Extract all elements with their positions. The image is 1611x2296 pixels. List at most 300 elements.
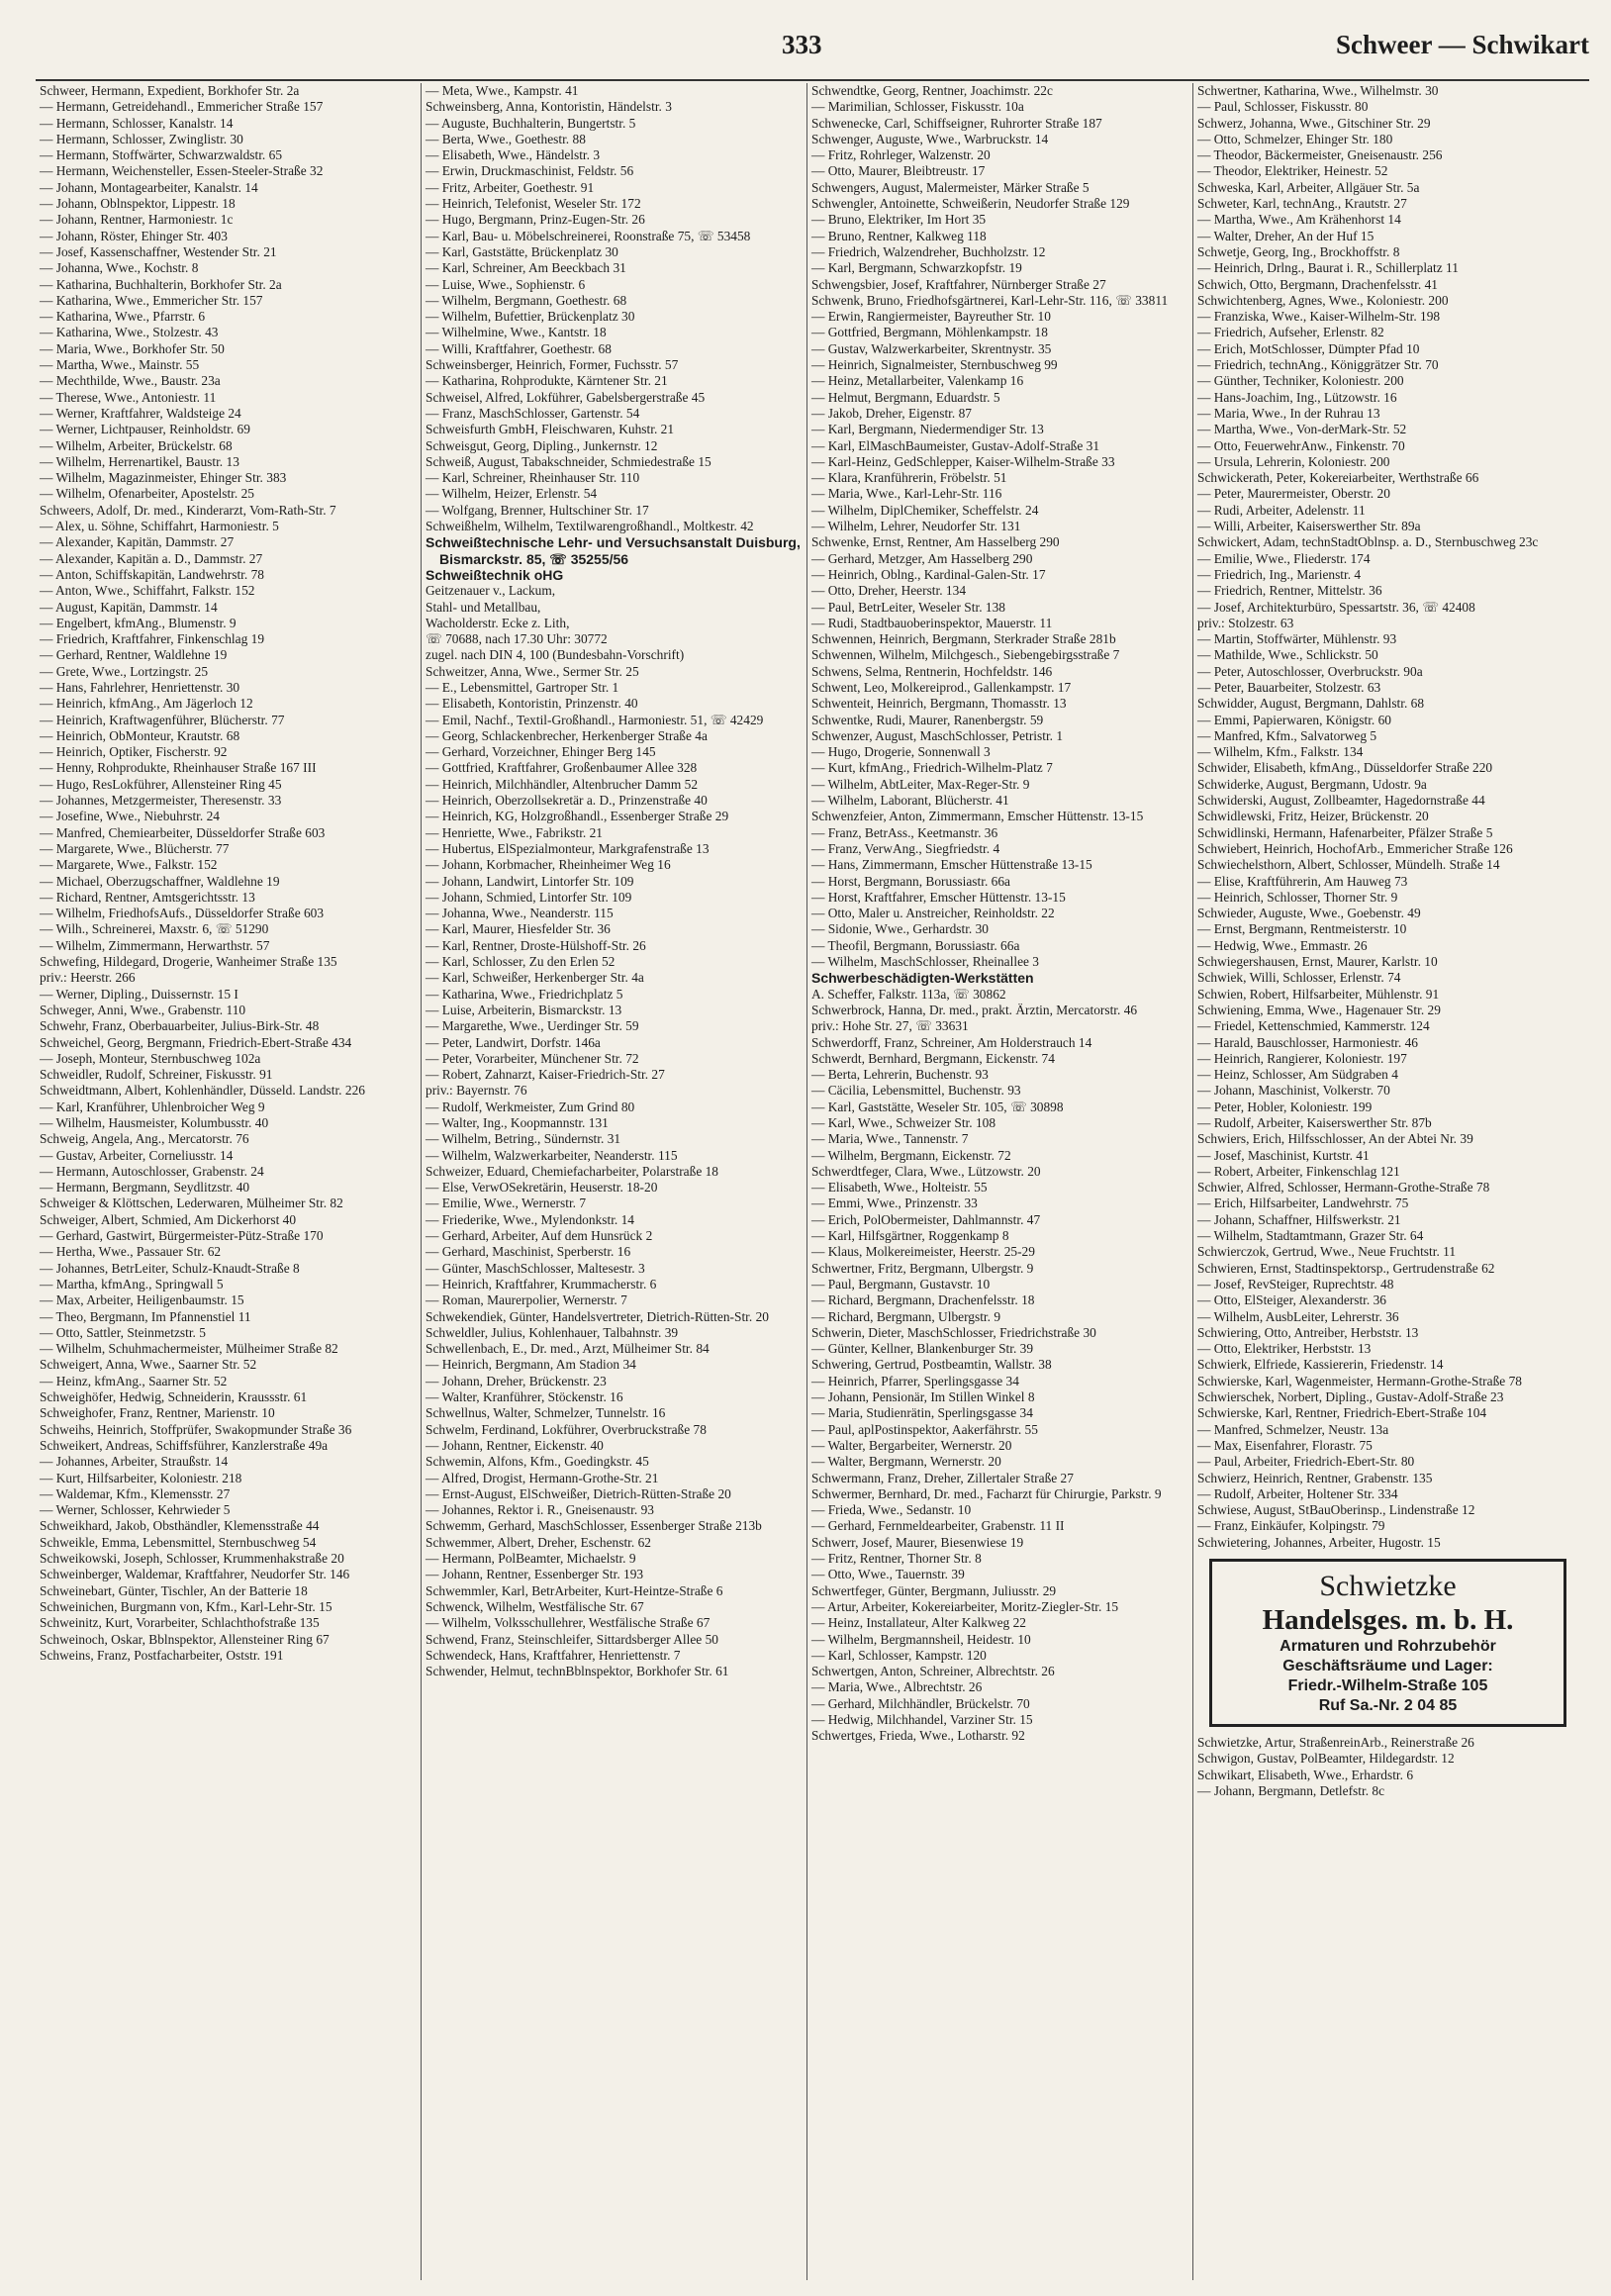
- directory-entry: — Gustav, Walzwerkarbeiter, Skrentnystr. 35: [811, 340, 1052, 356]
- directory-entry: Schwieder, Auguste, Wwe., Goebenstr. 49: [1197, 906, 1421, 921]
- directory-entry: — Wilhelm, Herrenartikel, Baustr. 13: [40, 453, 239, 469]
- directory-entry: — Karl, Bergmann, Schwarzkopfstr. 19: [811, 260, 1022, 276]
- directory-entry: — Gottfried, Bergmann, Möhlenkampstr. 18: [811, 325, 1048, 340]
- directory-entry: Schwerbrock, Hanna, Dr. med., prakt. Ärztin, Mercatorstr. 46: [811, 1002, 1138, 1017]
- directory-entry: Schweins, Franz, Postfacharbeiter, Oststr. 191: [40, 1647, 284, 1663]
- directory-entry: Schwendeck, Hans, Kraftfahrer, Henriettenstr. 7: [426, 1647, 681, 1663]
- directory-entry: — Alexander, Kapitän a. D., Dammstr. 27: [40, 550, 263, 566]
- directory-entry: — Walter, Ing., Koopmannstr. 131: [426, 1115, 609, 1130]
- directory-entry: — Heinz, Schlosser, Am Südgraben 4: [1197, 1067, 1398, 1083]
- directory-entry: — Karl, ElMaschBaumeister, Gustav-Adolf-Straße 31: [811, 437, 1100, 453]
- directory-entry: Schweichel, Georg, Bergmann, Friedrich-Ebert-Straße 434: [40, 1034, 352, 1050]
- directory-entry: Schwiechelsthorn, Albert, Schlosser, Mündelh. Straße 14: [1197, 857, 1500, 873]
- directory-entry: — Fritz, Arbeiter, Goethestr. 91: [426, 179, 595, 195]
- directory-entry: — Peter, Vorarbeiter, Münchener Str. 72: [426, 1050, 639, 1066]
- directory-entry: — Paul, BetrLeiter, Weseler Str. 138: [811, 599, 1005, 615]
- directory-entry: — Heinz, kfmAng., Saarner Str. 52: [40, 1373, 228, 1388]
- directory-entry: — Hermann, Autoschlosser, Grabenstr. 24: [40, 1163, 264, 1179]
- directory-entry: — Peter, Autoschlosser, Overbruckstr. 90a: [1197, 663, 1423, 679]
- directory-entry: — Heinrich, Oblng., Kardinal-Galen-Str. 17: [811, 566, 1046, 582]
- directory-entry: — Wilhelm, Schuhmachermeister, Mülheimer Straße 82: [40, 1341, 338, 1357]
- directory-entry: Schweinoch, Oskar, Bblnspektor, Allensteiner Ring 67: [40, 1631, 330, 1647]
- directory-entry: — Wilhelm, Heizer, Erlenstr. 54: [426, 486, 598, 502]
- directory-entry: — Anton, Wwe., Schiffahrt, Falkstr. 152: [40, 583, 255, 599]
- directory-entry: Schweisfurth GmbH, Fleischwaren, Kuhstr. 21: [426, 422, 675, 437]
- directory-entry: — Erwin, Druckmaschinist, Feldstr. 56: [426, 163, 634, 179]
- directory-entry: — Karl, Bergmann, Niedermendiger Str. 13: [811, 422, 1044, 437]
- directory-entry: — Peter, Hobler, Koloniestr. 199: [1197, 1099, 1373, 1114]
- directory-entry: Schwichtenberg, Agnes, Wwe., Koloniestr. 200: [1197, 292, 1449, 308]
- directory-entry: — Johanna, Wwe., Kochstr. 8: [40, 260, 199, 276]
- directory-entry: — Wilhelm, Bergmann, Eickenstr. 72: [811, 1147, 1011, 1163]
- directory-entry: — Werner, Kraftfahrer, Waldsteige 24: [40, 405, 241, 421]
- directory-entry: — Johann, Landwirt, Lintorfer Str. 109: [426, 873, 634, 889]
- directory-entry: — Friedrich, Kraftfahrer, Finkenschlag 19: [40, 631, 265, 647]
- directory-entry: — Maria, Studienrätin, Sperlingsgasse 34: [811, 1405, 1033, 1421]
- directory-entry: — Paul, Arbeiter, Friedrich-Ebert-Str. 80: [1197, 1454, 1415, 1470]
- directory-entry: Wacholderstr. Ecke z. Lith,: [426, 615, 570, 630]
- directory-entry: — Karl, Hilfsgärtner, Roggenkamp 8: [811, 1228, 1009, 1244]
- directory-entry: Schweinitz, Kurt, Vorarbeiter, Schlachthofstraße 135: [40, 1615, 320, 1631]
- directory-entry: — Theodor, Elektriker, Heinestr. 52: [1197, 163, 1388, 179]
- directory-entry: — Alex, u. Söhne, Schiffahrt, Harmoniestr. 5: [40, 519, 279, 534]
- directory-entry: Schwend, Franz, Steinschleifer, Sittardsberger Allee 50: [426, 1631, 718, 1647]
- directory-entry: — Michael, Oberzugschaffner, Waldlehne 19: [40, 873, 280, 889]
- page-number: 333: [782, 30, 822, 59]
- directory-entry: — Otto, Elektriker, Herbststr. 13: [1197, 1341, 1372, 1357]
- directory-entry: Schweldler, Julius, Kohlenhauer, Talbahnstr. 39: [426, 1324, 679, 1340]
- directory-entry: Schwermann, Franz, Dreher, Zillertaler Straße 27: [811, 1470, 1074, 1485]
- directory-entry: — Martha, Wwe., Am Krähenhorst 14: [1197, 212, 1401, 228]
- business-listing: Schwerbeschädigten-Werkstätten: [811, 970, 1034, 987]
- directory-entry: — Johanna, Wwe., Neanderstr. 115: [426, 906, 614, 921]
- directory-entry: — Josef, Maschinist, Kurtstr. 41: [1197, 1147, 1370, 1163]
- directory-entry: Schwieren, Ernst, Stadtinspektorsp., Gertrudenstraße 62: [1197, 1260, 1495, 1276]
- directory-entry: Schwelm, Ferdinand, Lokführer, Overbruckstraße 78: [426, 1421, 707, 1437]
- directory-entry: A. Scheffer, Falkstr. 113a, ☏ 30862: [811, 986, 1006, 1002]
- directory-entry: Schwierske, Karl, Rentner, Friedrich-Ebert-Straße 104: [1197, 1405, 1487, 1421]
- directory-entry: Schwickerath, Peter, Kokereiarbeiter, Werthstraße 66: [1197, 470, 1479, 486]
- directory-entry: — Franz, BetrAss., Keetmanstr. 36: [811, 824, 998, 840]
- directory-entry: — Joseph, Monteur, Sternbuschweg 102a: [40, 1050, 261, 1066]
- directory-entry: — Walter, Bergmann, Wernerstr. 20: [811, 1454, 1001, 1470]
- directory-entry: Schwertgen, Anton, Schreiner, Albrechtstr. 26: [811, 1664, 1055, 1679]
- directory-entry: — Henriette, Wwe., Fabrikstr. 21: [426, 824, 604, 840]
- directory-entry: — Karl, Gaststätte, Weseler Str. 105, ☏ 30898: [811, 1099, 1064, 1114]
- directory-entry: priv.: Heerstr. 266: [40, 970, 136, 986]
- directory-entry: — Wilhelm, FriedhofsAufs., Düsseldorfer Straße 603: [40, 906, 325, 921]
- directory-entry: Schwendtke, Georg, Rentner, Joachimstr. 22c: [811, 83, 1053, 98]
- directory-entry: — Horst, Kraftfahrer, Emscher Hüttenstr. 13-15: [811, 889, 1066, 905]
- directory-entry: — Klara, Kranführerin, Fröbelstr. 51: [811, 470, 1007, 486]
- column-1: [36, 83, 422, 2280]
- directory-entry: — Elise, Kraftführerin, Am Hauweg 73: [1197, 873, 1408, 889]
- directory-entry: — Wolfgang, Brenner, Hultschiner Str. 17: [426, 502, 649, 518]
- directory-entry: Schwenke, Ernst, Rentner, Am Hasselberg 290: [811, 534, 1060, 550]
- directory-entry: — Maria, Wwe., In der Ruhrau 13: [1197, 405, 1380, 421]
- directory-entry: priv.: Stolzestr. 63: [1197, 615, 1294, 630]
- directory-entry: — Hans, Zimmermann, Emscher Hüttenstraße 13-15: [811, 857, 1092, 873]
- directory-entry: Schwiek, Willi, Schlosser, Erlenstr. 74: [1197, 970, 1401, 986]
- directory-entry: — Therese, Wwe., Antoniestr. 11: [40, 389, 217, 405]
- directory-entry: — Heinrich, Kraftwagenführer, Blücherstr. 77: [40, 712, 285, 727]
- directory-entry: Schwider, Elisabeth, kfmAng., Düsseldorfer Straße 220: [1197, 760, 1493, 776]
- directory-entry: — Katharina, Wwe., Friedrichplatz 5: [426, 986, 623, 1002]
- directory-entry: — Gerhard, Milchhändler, Brückelstr. 70: [811, 1695, 1030, 1711]
- header-rule: [36, 79, 1589, 81]
- directory-entry: — Heinrich, ObMonteur, Krautstr. 68: [40, 727, 240, 743]
- directory-entry: — Martin, Stoffwärter, Mühlenstr. 93: [1197, 631, 1397, 647]
- directory-entry: — Johann, Dreher, Brückenstr. 23: [426, 1373, 607, 1388]
- directory-entry: — Hedwig, Wwe., Emmastr. 26: [1197, 937, 1368, 953]
- directory-entry: — Franz, VerwAng., Siegfriedstr. 4: [811, 840, 1000, 856]
- directory-entry: — Johannes, Arbeiter, Straußstr. 14: [40, 1454, 229, 1470]
- directory-entry: Schwerdt, Bernhard, Bergmann, Eickenstr. 74: [811, 1050, 1055, 1066]
- directory-entry: — Wilhelm, Stadtamtmann, Grazer Str. 64: [1197, 1228, 1424, 1244]
- directory-entry: — Heinrich, Oberzollsekretär a. D., Prinzenstraße 40: [426, 793, 708, 809]
- directory-entry: Schwenzer, August, MaschSchlosser, Petristr. 1: [811, 727, 1064, 743]
- directory-entry: Schweigert, Anna, Wwe., Saarner Str. 52: [40, 1357, 257, 1373]
- directory-entry: Schwerdtfeger, Clara, Wwe., Lützowstr. 20: [811, 1163, 1041, 1179]
- directory-entry: — Erwin, Rangiermeister, Bayreuther Str. 10: [811, 309, 1051, 325]
- directory-entry: — Ursula, Lehrerin, Koloniestr. 200: [1197, 453, 1390, 469]
- directory-entry: Schwerr, Josef, Maurer, Biesenwiese 19: [811, 1534, 1024, 1550]
- business-listing: Schweißtechnik oHG: [426, 566, 564, 583]
- directory-entry: — Emil, Nachf., Textil-Großhandl., Harmoniestr. 51, ☏ 42429: [426, 712, 764, 727]
- directory-entry: — Waldemar, Kfm., Klemensstr. 27: [40, 1485, 231, 1501]
- directory-entry: Schweikowski, Joseph, Schlosser, Krummenhakstraße 20: [40, 1551, 344, 1567]
- directory-entry: Schwering, Gertrud, Postbeamtin, Wallstr. 38: [811, 1357, 1052, 1373]
- directory-entry: Schweinberger, Waldemar, Kraftfahrer, Neudorfer Str. 146: [40, 1567, 350, 1582]
- directory-entry: — Johann, Oblnspektor, Lippestr. 18: [40, 196, 236, 212]
- directory-entry: — Helmut, Bergmann, Eduardstr. 5: [811, 389, 1000, 405]
- directory-entry: Schwiebert, Heinrich, HochofArb., Emmericher Straße 126: [1197, 840, 1513, 856]
- directory-entry: — Wilhelm, Volksschullehrer, Westfälische Straße 67: [426, 1615, 711, 1631]
- directory-entry: Schwidlinski, Hermann, Hafenarbeiter, Pfälzer Straße 5: [1197, 824, 1493, 840]
- directory-entry: — Hugo, Drogerie, Sonnenwall 3: [811, 744, 991, 760]
- directory-entry: Schwent, Leo, Molkereiprod., Gallenkampstr. 17: [811, 679, 1072, 695]
- directory-entry: — Martha, Wwe., Mainstr. 55: [40, 357, 200, 373]
- directory-entry: — Peter, Maurermeister, Oberstr. 20: [1197, 486, 1390, 502]
- directory-entry: — Hedwig, Milchhandel, Varziner Str. 15: [811, 1711, 1033, 1727]
- ad-subtitle: Handelsges. m. b. H.: [1262, 1604, 1514, 1637]
- directory-entry: — Auguste, Buchhalterin, Bungertstr. 5: [426, 115, 636, 131]
- directory-entry: — Luise, Wwe., Sophienstr. 6: [426, 276, 586, 292]
- directory-entry: Schwefing, Hildegard, Drogerie, Wanheimer Straße 135: [40, 954, 337, 970]
- directory-entry: — Karl, Kranführer, Uhlenbroicher Weg 9: [40, 1099, 265, 1114]
- directory-entry: — Otto, Schmelzer, Ehinger Str. 180: [1197, 131, 1393, 146]
- directory-entry: — Hans-Joachim, Ing., Lützowstr. 16: [1197, 389, 1397, 405]
- ad-line: Geschäftsräume und Lager:: [1282, 1658, 1493, 1675]
- directory-entry: — Karl, Bau- u. Möbelschreinerei, Roonstraße 75, ☏ 53458: [426, 228, 751, 243]
- directory-entry: priv.: Hohe Str. 27, ☏ 33631: [811, 1018, 969, 1034]
- directory-entry: Schwens, Selma, Rentnerin, Hochfeldstr. 146: [811, 663, 1053, 679]
- directory-entry: — Wilhelm, Zimmermann, Herwarthstr. 57: [40, 937, 270, 953]
- directory-entry: — Erich, PolObermeister, Dahlmannstr. 47: [811, 1211, 1041, 1227]
- directory-entry: — Max, Eisenfahrer, Florastr. 75: [1197, 1437, 1373, 1453]
- directory-entry: — Wilhelm, DiplChemiker, Scheffelstr. 24: [811, 502, 1039, 518]
- directory-entry: — August, Kapitän, Dammstr. 14: [40, 599, 218, 615]
- directory-entry: — Wilhelmine, Wwe., Kantstr. 18: [426, 325, 607, 340]
- ad-line: Armaturen und Rohrzubehör: [1279, 1638, 1496, 1656]
- directory-entry: — Wilhelm, Ofenarbeiter, Apostelstr. 25: [40, 486, 254, 502]
- directory-entry: — Erich, Hilfsarbeiter, Landwehrstr. 75: [1197, 1196, 1409, 1211]
- directory-entry: — Hugo, Bergmann, Prinz-Eugen-Str. 26: [426, 212, 645, 228]
- directory-entry: — Rudi, Arbeiter, Adelenstr. 11: [1197, 502, 1366, 518]
- directory-entry: — Theofil, Bergmann, Borussiastr. 66a: [811, 937, 1020, 953]
- directory-entry: Schweer, Hermann, Expedient, Borkhofer Str. 2a: [40, 83, 300, 98]
- directory-entry: — Margarete, Wwe., Blücherstr. 77: [40, 840, 230, 856]
- directory-entry: — Walter, Kranführer, Stöckenstr. 16: [426, 1389, 623, 1405]
- directory-entry: — Theo, Bergmann, Im Pfannenstiel 11: [40, 1308, 251, 1324]
- directory-entry: — Katharina, Rohprodukte, Kärntener Str. 21: [426, 373, 668, 389]
- directory-entry: — Berta, Lehrerin, Buchenstr. 93: [811, 1067, 989, 1083]
- directory-entry: — Jakob, Dreher, Eigenstr. 87: [811, 405, 972, 421]
- directory-entry: — Franz, Einkäufer, Kolpingstr. 79: [1197, 1518, 1385, 1534]
- directory-entry: — Otto, Sattler, Steinmetzstr. 5: [40, 1324, 206, 1340]
- directory-entry: — Margarethe, Wwe., Uerdinger Str. 59: [426, 1018, 639, 1034]
- directory-entry: — Klaus, Molkereimeister, Heerstr. 25-29: [811, 1244, 1035, 1260]
- directory-entry: — Hertha, Wwe., Passauer Str. 62: [40, 1244, 222, 1260]
- directory-entry: — Wilhelm, MaschSchlosser, Rheinallee 3: [811, 954, 1039, 970]
- column-4: [1193, 83, 1579, 2280]
- directory-entry: — Berta, Wwe., Goethestr. 88: [426, 131, 586, 146]
- directory-entry: — Wilhelm, Magazinmeister, Ehinger Str. 383: [40, 470, 287, 486]
- directory-entry: — Gustav, Arbeiter, Corneliusstr. 14: [40, 1147, 234, 1163]
- directory-entry: — Ernst, Bergmann, Rentmeisterstr. 10: [1197, 921, 1407, 937]
- directory-entry: — Hugo, ResLokführer, Allensteiner Ring 45: [40, 776, 282, 792]
- directory-entry: Schwertner, Fritz, Bergmann, Ulbergstr. 9: [811, 1260, 1034, 1276]
- directory-entry: — Peter, Bauarbeiter, Stolzestr. 63: [1197, 679, 1381, 695]
- directory-entry: — Karl, Maurer, Hiesfelder Str. 36: [426, 921, 611, 937]
- directory-entry: — Walter, Bergarbeiter, Wernerstr. 20: [811, 1437, 1012, 1453]
- directory-entry: — Otto, Maurer, Bleibtreustr. 17: [811, 163, 986, 179]
- directory-entry: — Karl, Rentner, Droste-Hülshoff-Str. 26: [426, 937, 646, 953]
- directory-entry: — Josef, Architekturbüro, Spessartstr. 36, ☏ 42408: [1197, 599, 1475, 615]
- directory-entry: — Heinrich, KG, Holzgroßhandl., Essenberger Straße 29: [426, 809, 729, 824]
- directory-entry: — Hermann, Weichensteller, Essen-Steeler-Straße 32: [40, 163, 324, 179]
- directory-entry: — Karl, Schweißer, Herkenberger Str. 4a: [426, 970, 644, 986]
- directory-entry: Schweihs, Heinrich, Stoffprüfer, Swakopmunder Straße 36: [40, 1421, 352, 1437]
- directory-entry: — Emilie, Wwe., Wernerstr. 7: [426, 1196, 587, 1211]
- directory-entry: — Frieda, Wwe., Sedanstr. 10: [811, 1502, 972, 1518]
- directory-entry: Schweska, Karl, Arbeiter, Allgäuer Str. 5a: [1197, 179, 1420, 195]
- directory-entry: — Josef, Kassenschaffner, Westender Str. 21: [40, 243, 277, 259]
- directory-entry: — Werner, Dipling., Duissernstr. 15 I: [40, 986, 238, 1002]
- directory-entry: Schweers, Adolf, Dr. med., Kinderarzt, Vom-Rath-Str. 7: [40, 502, 336, 518]
- directory-entry: — Gerhard, Fernmeldearbeiter, Grabenstr. 11 II: [811, 1518, 1065, 1534]
- directory-entry: Schwigon, Gustav, PolBeamter, Hildegardstr. 12: [1197, 1751, 1455, 1767]
- directory-entry: — Wilh., Schreinerei, Maxstr. 6, ☏ 51290: [40, 921, 269, 937]
- directory-entry: Schweger, Anni, Wwe., Grabenstr. 110: [40, 1002, 246, 1017]
- directory-entry: — Robert, Arbeiter, Finkenschlag 121: [1197, 1163, 1400, 1179]
- directory-entry: Schweißhelm, Wilhelm, Textilwarengroßhandl., Moltkestr. 42: [426, 519, 754, 534]
- directory-entry: — Georg, Schlackenbrecher, Herkenberger Straße 4a: [426, 727, 708, 743]
- running-head: Schweer — Schwikart: [1336, 30, 1589, 59]
- directory-entry: — Manfred, Kfm., Salvatorweg 5: [1197, 727, 1377, 743]
- directory-entry: — Friedrich, Ing., Marienstr. 4: [1197, 566, 1362, 582]
- directory-entry: Schwietering, Johannes, Arbeiter, Hugostr. 15: [1197, 1534, 1441, 1550]
- directory-entry: — Manfred, Schmelzer, Neustr. 13a: [1197, 1421, 1389, 1437]
- directory-entry: — Karl, Schlosser, Zu den Erlen 52: [426, 954, 616, 970]
- directory-entry: — Friedrich, Aufseher, Erlenstr. 82: [1197, 325, 1384, 340]
- directory-entry: — Franziska, Wwe., Kaiser-Wilhelm-Str. 198: [1197, 309, 1441, 325]
- directory-entry: — Elisabeth, Kontoristin, Prinzenstr. 40: [426, 696, 638, 712]
- ad-line: Ruf Sa.-Nr. 2 04 85: [1318, 1697, 1458, 1715]
- directory-entry: — Gottfried, Kraftfahrer, Großenbaumer Allee 328: [426, 760, 698, 776]
- directory-entry: — Johann, Schaffner, Hilfswerkstr. 21: [1197, 1211, 1401, 1227]
- directory-entry: Schweiger & Klöttschen, Lederwaren, Mülheimer Str. 82: [40, 1196, 343, 1211]
- directory-entry: — Otto, Wwe., Tauernstr. 39: [811, 1567, 965, 1582]
- directory-entry: — Heinrich, Milchhändler, Altenbrucher Damm 52: [426, 776, 699, 792]
- directory-entry: Schwender, Helmut, technBblnspektor, Borkhofer Str. 61: [426, 1664, 729, 1679]
- directory-entry: — Bruno, Rentner, Kalkweg 118: [811, 228, 987, 243]
- directory-entry: — Rudolf, Arbeiter, Kaiserswerther Str. 87b: [1197, 1115, 1432, 1130]
- directory-entry: Schwiese, August, StBauOberinsp., Lindenstraße 12: [1197, 1502, 1475, 1518]
- directory-entry: Schwertges, Frieda, Wwe., Lotharstr. 92: [811, 1728, 1025, 1744]
- directory-entry: — Günther, Techniker, Koloniestr. 200: [1197, 373, 1404, 389]
- directory-entry: — Werner, Lichtpauser, Reinholdstr. 69: [40, 422, 250, 437]
- directory-entry: — Heinrich, Telefonist, Weseler Str. 172: [426, 196, 641, 212]
- directory-entry: Schwidder, August, Bergmann, Dahlstr. 68: [1197, 696, 1425, 712]
- directory-entry: Schwerz, Johanna, Wwe., Gitschiner Str. 29: [1197, 115, 1431, 131]
- directory-entry: Schwertner, Katharina, Wwe., Wilhelmstr. 30: [1197, 83, 1439, 98]
- directory-entry: — Johannes, Rektor i. R., Gneisenaustr. 93: [426, 1502, 654, 1518]
- directory-entry: — Maria, Wwe., Karl-Lehr-Str. 116: [811, 486, 1002, 502]
- directory-entry: — Wilhelm, Bergmann, Goethestr. 68: [426, 292, 627, 308]
- directory-entry: Schweinichen, Burgmann von, Kfm., Karl-Lehr-Str. 15: [40, 1598, 332, 1614]
- directory-entry: — Mechthilde, Wwe., Baustr. 23a: [40, 373, 221, 389]
- directory-entry: — Kurt, kfmAng., Friedrich-Wilhelm-Platz 7: [811, 760, 1053, 776]
- directory-entry: — Max, Arbeiter, Heiligenbaumstr. 15: [40, 1292, 244, 1308]
- directory-entry: — Katharina, Wwe., Stolzestr. 43: [40, 325, 219, 340]
- directory-entry: Schwikart, Elisabeth, Wwe., Erhardstr. 6: [1197, 1767, 1414, 1782]
- directory-entry: — Kurt, Hilfsarbeiter, Koloniestr. 218: [40, 1470, 242, 1485]
- directory-entry: — Josef, RevSteiger, Ruprechtstr. 48: [1197, 1276, 1394, 1292]
- directory-entry: Schwekendiek, Günter, Handelsvertreter, Dietrich-Rütten-Str. 20: [426, 1308, 769, 1324]
- directory-entry: — Otto, FeuerwehrAnw., Finkenstr. 70: [1197, 437, 1405, 453]
- directory-entry: — Erich, MotSchlosser, Dümpter Pfad 10: [1197, 340, 1420, 356]
- directory-entry: — Horst, Bergmann, Borussiastr. 66a: [811, 873, 1010, 889]
- directory-entry: Schwentke, Rudi, Maurer, Ranenbergstr. 59: [811, 712, 1044, 727]
- directory-entry: — Cäcilia, Lebensmittel, Buchenstr. 93: [811, 1083, 1021, 1099]
- directory-entry: Schwenteit, Heinrich, Bergmann, Thomasstr. 13: [811, 696, 1067, 712]
- directory-entry: — Werner, Schlosser, Kehrwieder 5: [40, 1502, 231, 1518]
- directory-entry: — Friedrich, Walzendreher, Buchholzstr. 12: [811, 243, 1046, 259]
- directory-entry: — Johann, Bergmann, Detlefstr. 8c: [1197, 1782, 1385, 1798]
- page-header: [0, 30, 1611, 69]
- directory-entry: Schwengers, August, Malermeister, Märker Straße 5: [811, 179, 1090, 195]
- column-2: [422, 83, 807, 2280]
- directory-entry: Schwengsbier, Josef, Kraftfahrer, Nürnberger Straße 27: [811, 276, 1106, 292]
- directory-entry: — Ernst-August, ElSchweißer, Dietrich-Rütten-Straße 20: [426, 1485, 731, 1501]
- directory-entry: Schweisel, Alfred, Lokführer, Gabelsbergerstraße 45: [426, 389, 706, 405]
- directory-entry: priv.: Bayernstr. 76: [426, 1083, 527, 1099]
- directory-entry: Schwenck, Wilhelm, Westfälische Str. 67: [426, 1598, 644, 1614]
- directory-entry: — Maria, Wwe., Albrechtstr. 26: [811, 1679, 983, 1695]
- directory-entry: Schwierz, Heinrich, Rentner, Grabenstr. 135: [1197, 1470, 1433, 1485]
- directory-entry: — Wilhelm, Kfm., Falkstr. 134: [1197, 744, 1364, 760]
- directory-entry: Schwerdorff, Franz, Schreiner, Am Holderstrauch 14: [811, 1034, 1092, 1050]
- directory-entry: Schwidlewski, Fritz, Heizer, Brückenstr. 20: [1197, 809, 1429, 824]
- directory-entry: Schwermer, Bernhard, Dr. med., Facharzt für Chirurgie, Parkstr. 9: [811, 1485, 1162, 1501]
- directory-entry: Schwietzke, Artur, StraßenreinArb., Reinerstraße 26: [1197, 1735, 1474, 1751]
- directory-entry: Schwemmer, Albert, Dreher, Eschenstr. 62: [426, 1534, 651, 1550]
- directory-entry: — Henny, Rohprodukte, Rheinhauser Straße 167 III: [40, 760, 317, 776]
- directory-entry: — Grete, Wwe., Lortzingstr. 25: [40, 663, 209, 679]
- directory-entry: — Artur, Arbeiter, Kokereiarbeiter, Moritz-Ziegler-Str. 15: [811, 1598, 1119, 1614]
- directory-entry: — Heinrich, kfmAng., Am Jägerloch 12: [40, 696, 253, 712]
- directory-entry: Schwemin, Alfons, Kfm., Goedingkstr. 45: [426, 1454, 649, 1470]
- directory-entry: Schwemm, Gerhard, MaschSchlosser, Essenberger Straße 213b: [426, 1518, 762, 1534]
- directory-entry: — Hermann, Getreidehandl., Emmericher Straße 157: [40, 99, 324, 115]
- directory-entry: — Paul, Schlosser, Fiskusstr. 80: [1197, 99, 1369, 115]
- directory-entry: Schwetje, Georg, Ing., Brockhoffstr. 8: [1197, 243, 1400, 259]
- directory-entry: — Karl, Gaststätte, Brückenplatz 30: [426, 243, 618, 259]
- directory-entry: — Otto, Maler u. Anstreicher, Reinholdstr. 22: [811, 906, 1055, 921]
- directory-entry: — Engelbert, kfmAng., Blumenstr. 9: [40, 615, 237, 630]
- directory-entry: — Willi, Arbeiter, Kaiserswerther Str. 89a: [1197, 519, 1421, 534]
- directory-entry: — Anton, Schiffskapitän, Landwehrstr. 78: [40, 566, 264, 582]
- directory-entry: Schweikle, Emma, Lebensmittel, Sternbuschweg 54: [40, 1534, 317, 1550]
- directory-entry: Schwenzfeier, Anton, Zimmermann, Emscher Hüttenstr. 13-15: [811, 809, 1144, 824]
- directory-entry: Schwertfeger, Günter, Bergmann, Juliusstr. 29: [811, 1582, 1057, 1598]
- directory-entry: — Wilhelm, Hausmeister, Kolumbusstr. 40: [40, 1115, 269, 1130]
- directory-entry: — Martha, kfmAng., Springwall 5: [40, 1276, 224, 1292]
- directory-entry: — Peter, Landwirt, Dorfstr. 146a: [426, 1034, 601, 1050]
- directory-entry: — Johann, Rentner, Essenberger Str. 193: [426, 1567, 644, 1582]
- directory-entry: Schwiderke, August, Bergmann, Udostr. 9a: [1197, 776, 1427, 792]
- directory-entry: — Johann, Röster, Ehinger Str. 403: [40, 228, 228, 243]
- directory-entry: — Emmi, Papierwaren, Königstr. 60: [1197, 712, 1391, 727]
- directory-entry: — Richard, Bergmann, Ulbergstr. 9: [811, 1308, 1001, 1324]
- directory-entry: Geitzenauer v., Lackum,: [426, 583, 556, 599]
- directory-entry: — Friedrich, technAng., Königgrätzer Str. 70: [1197, 357, 1439, 373]
- directory-entry: — Karl, Schreiner, Am Beeckbach 31: [426, 260, 626, 276]
- directory-entry: — Heinrich, Rangierer, Koloniestr. 197: [1197, 1050, 1407, 1066]
- directory-entry: ☏ 70688, nach 17.30 Uhr: 30772: [426, 631, 608, 647]
- directory-entry: — Karl, Schlosser, Kampstr. 120: [811, 1647, 987, 1663]
- directory-entry: Schweidtmann, Albert, Kohlenhändler, Düsseld. Landstr. 226: [40, 1083, 365, 1099]
- directory-entry: — Heinrich, Pfarrer, Sperlingsgasse 34: [811, 1373, 1019, 1388]
- directory-entry: Schwickert, Adam, technStadtOblnsp. a. D., Sternbuschweg 23c: [1197, 534, 1539, 550]
- directory-entry: Schweinebart, Günter, Tischler, An der Batterie 18: [40, 1582, 308, 1598]
- directory-entry: — Sidonie, Wwe., Gerhardstr. 30: [811, 921, 990, 937]
- directory-entry: — Heinrich, Kraftfahrer, Krummacherstr. 6: [426, 1276, 657, 1292]
- directory-entry: — Roman, Maurerpolier, Wernerstr. 7: [426, 1292, 627, 1308]
- directory-entry: — Friedrich, Rentner, Mittelstr. 36: [1197, 583, 1382, 599]
- column-3: [807, 83, 1193, 2280]
- directory-entry: Schwenk, Bruno, Friedhofsgärtnerei, Karl-Lehr-Str. 116, ☏ 33811: [811, 292, 1169, 308]
- directory-entry: Schweikert, Andreas, Schiffsführer, Kanzlerstraße 49a: [40, 1437, 329, 1453]
- directory-entry: — Friederike, Wwe., Mylendonkstr. 14: [426, 1211, 634, 1227]
- directory-entry: — Heinrich, Signalmeister, Sternbuschweg 99: [811, 357, 1058, 373]
- directory-entry: — Katharina, Wwe., Emmericher Str. 157: [40, 292, 263, 308]
- directory-entry: — Heinrich, Schlosser, Thorner Str. 9: [1197, 889, 1398, 905]
- directory-entry: Schwiering, Otto, Antreiber, Herbststr. 13: [1197, 1324, 1419, 1340]
- directory-entry: — Hermann, Schlosser, Zwinglistr. 30: [40, 131, 243, 146]
- directory-entry: Schwellnus, Walter, Schmelzer, Tunnelstr. 16: [426, 1405, 666, 1421]
- directory-entry: Schwiening, Emma, Wwe., Hagenauer Str. 29: [1197, 1002, 1441, 1017]
- directory-entry: — Günter, MaschSchlosser, Maltesestr. 3: [426, 1260, 645, 1276]
- directory-entry: — Mathilde, Wwe., Schlickstr. 50: [1197, 647, 1378, 663]
- directory-entry: — Alfred, Drogist, Hermann-Grothe-Str. 21: [426, 1470, 659, 1485]
- directory-entry: — Heinrich, Bergmann, Am Stadion 34: [426, 1357, 636, 1373]
- directory-entry: — Rudolf, Arbeiter, Holtener Str. 334: [1197, 1485, 1398, 1501]
- directory-entry: — Gerhard, Maschinist, Sperberstr. 16: [426, 1244, 631, 1260]
- directory-entry: — Paul, aplPostinspektor, Aakerfährstr. 55: [811, 1421, 1038, 1437]
- directory-entry: — Heinz, Installateur, Alter Kalkweg 22: [811, 1615, 1026, 1631]
